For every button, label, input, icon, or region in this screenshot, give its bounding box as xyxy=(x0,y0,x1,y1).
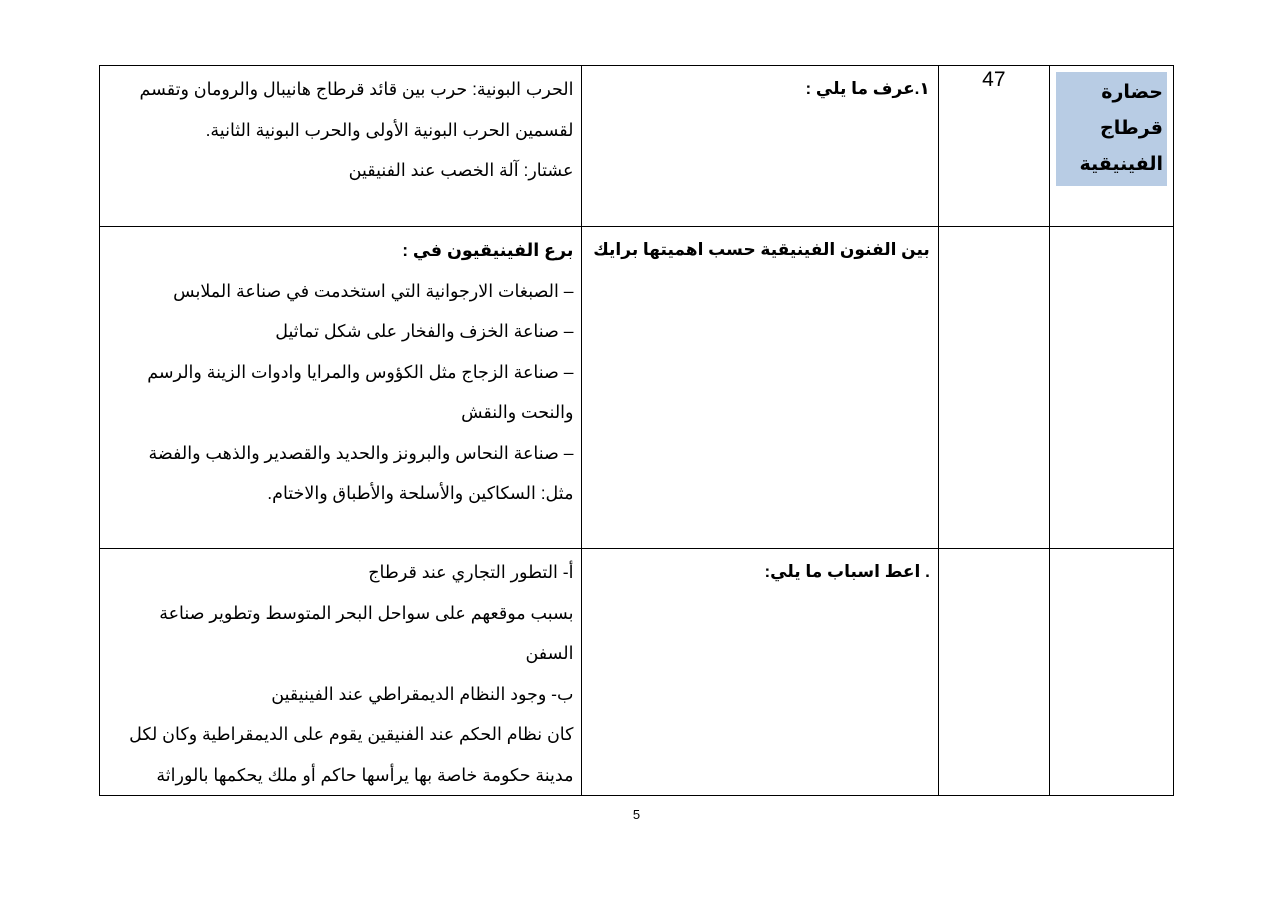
page-number: 5 xyxy=(632,807,641,822)
answer-line: بسبب موقعهم على سواحل البحر المتوسط وتطوير صناعة xyxy=(159,602,574,623)
lesson-title-line: الفينيقية xyxy=(1079,154,1163,175)
answer-line: لقسمين الحرب البونية الأولى والحرب البونية الثانية. xyxy=(205,119,574,140)
answer-line: مثل: السكاكين والأسلحة والأطباق والاختام. xyxy=(267,483,574,503)
answer-cell xyxy=(100,227,582,549)
item-number: 47 xyxy=(938,66,1049,227)
answer-line: – صناعة الخزف والفخار على شكل تماثيل xyxy=(275,321,574,341)
lesson-title-cell xyxy=(1049,227,1173,549)
item-number xyxy=(938,227,1049,549)
answer-heading: برع الفينيقيون في : xyxy=(402,240,574,260)
lesson-title-line: حضارة قرطاج xyxy=(1100,82,1163,139)
lesson-title xyxy=(1056,72,1167,186)
table-row xyxy=(100,227,1174,549)
lesson-table xyxy=(99,65,1174,796)
item-number xyxy=(938,549,1049,796)
lesson-title-cell xyxy=(1049,549,1173,796)
answer-line: الحرب البونية: حرب بين قائد قرطاج هانيبال والرومان وتقسم xyxy=(139,79,574,99)
answer-line: كان نظام الحكم عند الفنيقين يقوم على الديمقراطية وكان لكل xyxy=(129,724,574,744)
answer-line: ب- وجود النظام الديمقراطي عند الفينيقين xyxy=(271,683,574,704)
table-row xyxy=(100,66,1174,227)
answer-line: – صناعة النحاس والبرونز والحديد والقصدير والذهب والفضة xyxy=(148,442,574,463)
question-cell: . اعط اسباب ما يلي: xyxy=(582,549,938,796)
answer-line: والنحت والنقش xyxy=(461,402,574,422)
lesson-title-cell xyxy=(1049,66,1173,227)
answer-line: أ- التطور التجاري عند قرطاج xyxy=(368,562,574,582)
answer-line: – صناعة الزجاج مثل الكؤوس والمرايا وادوات الزينة والرسم xyxy=(147,361,574,382)
table-row xyxy=(100,549,1174,796)
answer-line: مدينة حكومة خاصة بها يرأسها حاكم أو ملك يحكمها بالوراثة xyxy=(156,764,574,785)
question-cell: ١.عرف ما يلي : xyxy=(582,66,938,227)
answer-cell xyxy=(100,549,582,796)
answer-line: – الصبغات الارجوانية التي استخدمت في صناعة الملابس xyxy=(173,280,574,301)
question-cell: بين الفنون الفينيقية حسب اهميتها برايك xyxy=(582,227,938,549)
answer-line: السفن xyxy=(525,643,574,663)
answer-cell xyxy=(100,66,582,227)
answer-line: عشتار: آلة الخصب عند الفنيقين xyxy=(348,160,574,180)
